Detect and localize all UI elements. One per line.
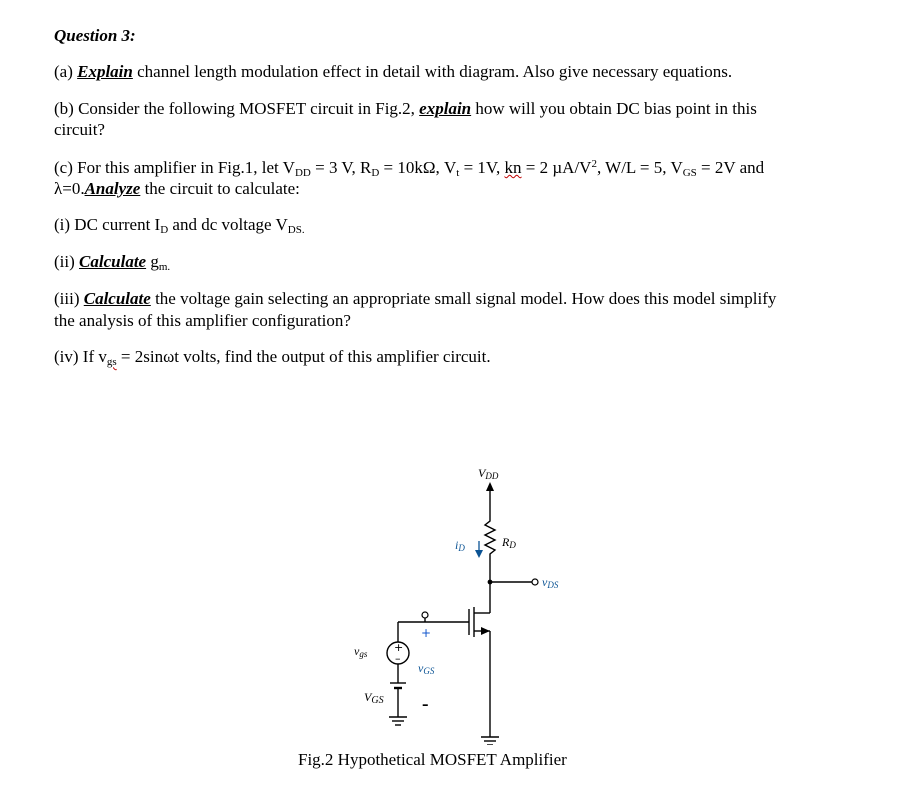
part-a-keyword: Explain [77, 62, 133, 81]
vgs-plus-label: + [421, 626, 432, 640]
sub-dd: DD [294, 167, 311, 179]
part-ii-prefix: (ii) [54, 252, 80, 271]
part-iv [54, 346, 491, 368]
source-plus-sign: + [394, 641, 404, 654]
part-b-text: how will you obtain DC bias point in this [471, 99, 757, 118]
part-iv-sub-gs: gs [106, 356, 117, 368]
part-iv-t2: = 2sinωt volts, find the output of this amplifier circuit. [116, 347, 491, 366]
part-ii [54, 251, 170, 273]
vdd-arrow-icon [486, 482, 494, 491]
part-b-continued: circuit? [54, 120, 105, 139]
vdd-label: VDD [478, 466, 499, 481]
part-i-t1: (i) DC current I [54, 215, 161, 234]
source-minus-sign: – [395, 652, 401, 665]
part-iv-t1: (iv) If v [54, 347, 107, 366]
sub-gs: GS [682, 167, 697, 179]
part-c-t2: = 3 V, R [310, 158, 372, 177]
vgs-terminal [422, 612, 428, 618]
mosfet-amplifier-circuit [330, 455, 590, 745]
part-c-t3: = 10kΩ, V [379, 158, 457, 177]
id-label: iD [455, 538, 465, 553]
ground-icon-input [389, 717, 407, 725]
question-title: Question 3: [54, 26, 136, 45]
figure-caption: Fig.2 Hypothetical MOSFET Amplifier [298, 750, 567, 769]
part-a [54, 61, 732, 83]
part-b [54, 98, 757, 120]
part-c-t4: = 1V, [459, 158, 505, 177]
part-iii-prefix: (iii) [54, 289, 84, 308]
vgs-small-label: vgs [354, 644, 368, 659]
kn-spellcheck: kn [504, 158, 522, 177]
sub-t: t [456, 167, 460, 179]
sup-2: 2 [591, 158, 597, 170]
sub-d: D [371, 167, 380, 179]
part-c-keyword: Analyze [84, 179, 141, 198]
vds-terminal [532, 579, 538, 585]
id-current-arrow-icon [475, 550, 483, 558]
part-i [54, 214, 305, 236]
part-c-line2 [54, 178, 300, 200]
part-c-t1: (c) For this amplifier in Fig.1, let V [54, 158, 295, 177]
part-c-l2-text: the circuit to calculate: [140, 179, 300, 198]
ground-icon-source [481, 737, 499, 745]
part-i-sub-d: D [160, 224, 169, 236]
part-c-line1 [54, 157, 764, 179]
part-iii [54, 288, 776, 310]
source-arrow-icon [481, 627, 490, 635]
part-iii-text: the voltage gain selecting an appropriate small signal model. How does this model simplify [150, 289, 777, 308]
part-b-prefix: (b) Consider the following MOSFET circuit in Fig.2, [54, 99, 420, 118]
part-i-sub-ds: DS. [287, 224, 305, 236]
vgs-minus-label: – [422, 698, 429, 713]
part-c-t6: , W/L = 5, V [596, 158, 683, 177]
part-iii-continued: the analysis of this amplifier configuration? [54, 311, 351, 330]
part-iii-keyword: Calculate [83, 289, 151, 308]
vgs-dc-label: VGS [364, 690, 384, 706]
part-c-t5: = 2 µA/V [521, 158, 592, 177]
part-ii-sub-m: m. [158, 261, 171, 273]
vgs-total-label: vGS [418, 661, 435, 676]
part-ii-t1: g [146, 252, 159, 271]
rd-label: RD [502, 535, 516, 550]
vds-label: vDS [542, 575, 559, 590]
part-c-t7: = 2V and [696, 158, 765, 177]
part-c-lambda: λ=0. [54, 179, 85, 198]
part-i-t2: and dc voltage V [168, 215, 288, 234]
part-ii-keyword: Calculate [79, 252, 147, 271]
part-a-text: channel length modulation effect in detail with diagram. Also give necessary equations. [132, 62, 733, 81]
drain-node [488, 580, 493, 585]
part-b-keyword: explain [419, 99, 472, 118]
resistor-rd [485, 515, 495, 567]
part-a-prefix: (a) [54, 62, 78, 81]
